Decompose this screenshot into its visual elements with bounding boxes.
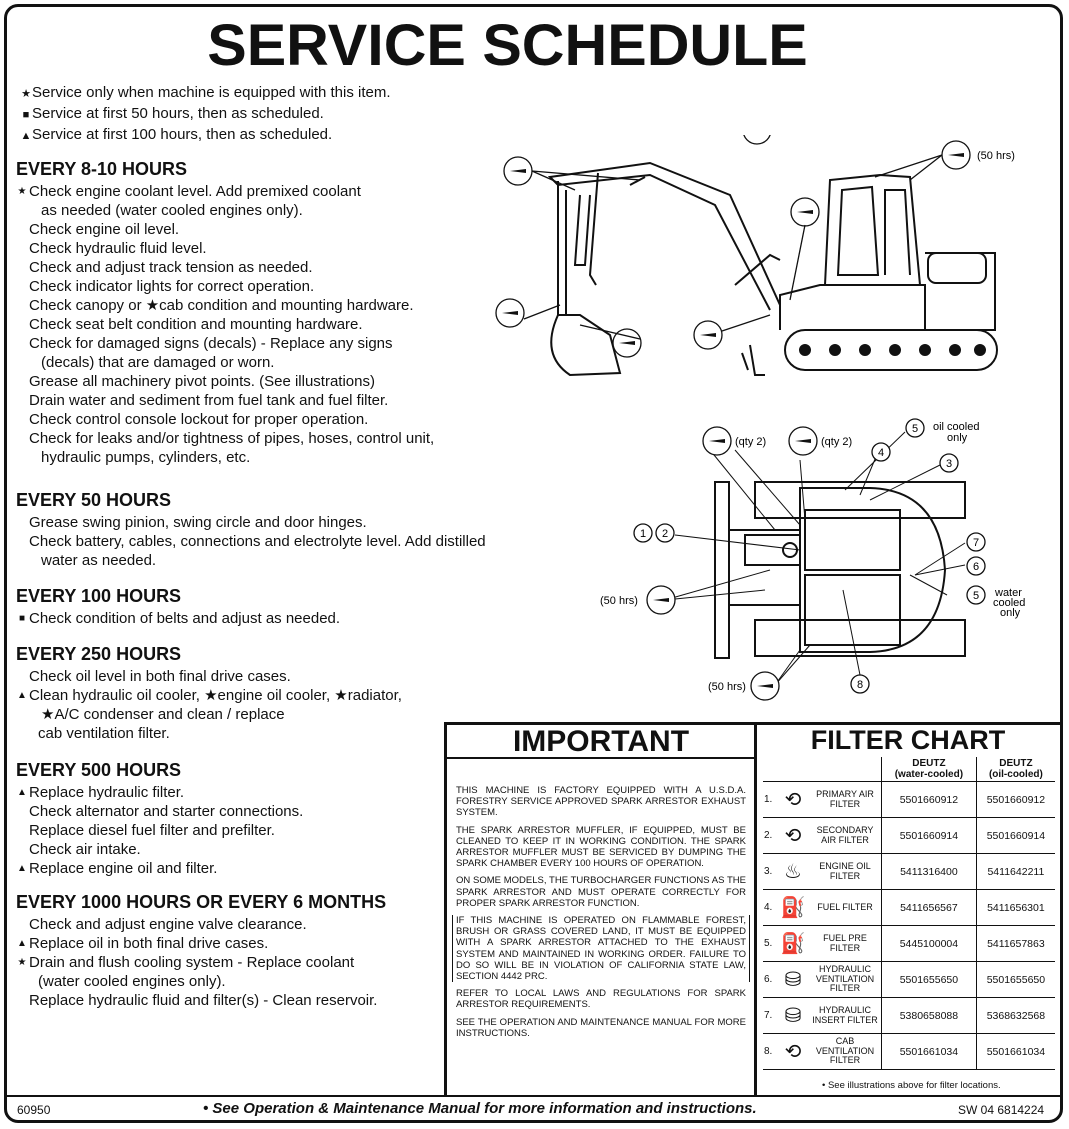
- part-number-water-cooled: 5501655650: [882, 962, 977, 998]
- schedule-item: hydraulic pumps, cylinders, etc.: [41, 449, 251, 466]
- schedule-item: Check battery, cables, connections and electrolyte level. Add distilled: [29, 533, 486, 550]
- marker-icon: ▲: [17, 863, 27, 874]
- part-number-water-cooled: 5411656567: [882, 890, 977, 926]
- schedule-item: ▲ Replace hydraulic filter.: [17, 784, 185, 801]
- filter-chart-title: FILTER CHART: [810, 725, 1006, 755]
- row-number: 2.: [763, 818, 777, 854]
- callout-number: 1: [639, 528, 647, 540]
- schedule-item: (decals) that are damaged or worn.: [41, 354, 275, 371]
- legend-item: ■ Service at first 50 hours, then as scheduled.: [22, 105, 324, 122]
- table-row: [763, 1034, 1055, 1070]
- table-row: [763, 818, 1055, 854]
- marker-icon: ★: [17, 957, 27, 968]
- table-row: [763, 890, 1055, 926]
- table-row: [763, 926, 1055, 962]
- schedule-item: Drain water and sediment from fuel tank and fuel filter.: [29, 392, 389, 409]
- schedule-item: Replace diesel fuel filter and prefilter.: [29, 822, 275, 839]
- diagram-label: oil cooled: [933, 421, 980, 433]
- important-text: THIS MACHINE IS FACTORY EQUIPPED WITH A U.S.D.A. FORESTRY SERVICE APPROVED SPARK ARRESTOR EXHAUST SYSTEM. THE SPARK ARRESTOR MUFFLER, IF EQUIPPED, MUST BE CLEANED TO KEEP IT IN WORKING CONDITION. THE SPARK ARRESTOR MUFFLER MUST BE SERVICED BY DUMPING THE SPARK CHAMBER EVERY 100 HOURS OF OPERATION. ON SOME MODELS, THE TURBOCHARGER FUNCTIONS AS THE SPARK ARRESTOR AND MUST OPERATE CORRECTLY FOR PROPER SPARK ARRESTOR FUNCTION. IF THIS MACHINE IS OPERATED ON FLAMMABLE FOREST, BRUSH OR GRASS COVERED LAND, IT MUST BE EQUIPPED WITH A SPARK ARRESTOR ATTACHED TO THE EXHAUST SYSTEM AND MAINTAINED IN WORKING ORDER. FAILURE TO DO SO WILL BE IN VIOLATION OF CALIFORNIA STATE LAW, SECTION 4442 PRC. REFER TO LOCAL LAWS AND REGULATIONS FOR SPARK ARRESTOR REQUIREMENTS. SEE THE OPERATION AND MAINTENANCE MANUAL FOR MORE INSTRUCTIONS.: [456, 785, 746, 1045]
- hydraulic-tank-icon: ⛁: [777, 962, 809, 998]
- schedule-item: Check seat belt condition and mounting hardware.: [29, 316, 363, 333]
- table-row: [763, 854, 1055, 890]
- box-divider: [754, 722, 757, 1095]
- section-heading: EVERY 8-10 HOURS: [16, 159, 188, 179]
- schedule-item: ★ Drain and flush cooling system - Replace coolant: [17, 954, 355, 971]
- section-heading: EVERY 100 HOURS: [16, 586, 182, 606]
- part-number-oil-cooled: 5368632568: [976, 998, 1055, 1034]
- hydraulic-tank-icon: ⛁: [777, 998, 809, 1034]
- diagram-label: (50 hrs): [977, 150, 1015, 162]
- row-number: 6.: [763, 962, 777, 998]
- diagram-label: water: [995, 587, 1022, 599]
- table-row: [763, 998, 1055, 1034]
- footer-notice: • See Operation & Maintenance Manual for more information and instructions.: [203, 1100, 757, 1117]
- part-number-water-cooled: 5501661034: [882, 1034, 977, 1070]
- marker-icon: ▲: [17, 938, 27, 949]
- callout-number: 3: [945, 458, 953, 470]
- callout-number: 5: [911, 423, 919, 435]
- row-number: 7.: [763, 998, 777, 1034]
- oil-can-icon: ♨: [777, 854, 809, 890]
- schedule-item: water as needed.: [41, 552, 157, 569]
- schedule-item: ■ Check condition of belts and adjust as needed.: [16, 609, 340, 628]
- section-500-hours: [16, 761, 303, 878]
- section-1000-hours: [16, 893, 386, 1010]
- callout-number: 5: [972, 590, 980, 602]
- column-header: DEUTZ (water-cooled): [882, 757, 977, 782]
- diagram-label: (qty 2): [821, 436, 853, 448]
- legend: [20, 83, 391, 146]
- schedule-item: Check hydraulic fluid level.: [29, 240, 207, 257]
- schedule-item: Check for damaged signs (decals) - Replace any signs: [29, 335, 393, 352]
- callout-number: 7: [972, 537, 980, 549]
- footer-rule: [4, 1095, 1063, 1097]
- diagram-label: (50 hrs): [600, 595, 638, 607]
- callout-number: 6: [972, 561, 980, 573]
- marker-icon: ■: [18, 613, 26, 624]
- table-row: [763, 782, 1055, 818]
- part-number-water-cooled: 5380658088: [882, 998, 977, 1034]
- section-250-hours: [16, 645, 402, 743]
- schedule-item: Check oil level in both final drive cases.: [29, 668, 291, 685]
- part-number-water-cooled: 5501660912: [882, 782, 977, 818]
- air-filter-icon: ⟲: [777, 782, 809, 818]
- part-number: 60950: [17, 1103, 51, 1117]
- part-number-oil-cooled: 5501660914: [976, 818, 1055, 854]
- filter-name: HYDRAULIC INSERT FILTER: [809, 998, 882, 1034]
- callout-number: 4: [877, 447, 885, 459]
- filter-name: FUEL PRE FILTER: [809, 926, 882, 962]
- filter-name: ENGINE OIL FILTER: [809, 854, 882, 890]
- callout-number: 8: [856, 679, 864, 691]
- schedule-item: Check and adjust track tension as needed.: [29, 259, 313, 276]
- schedule-item: Check canopy or ★cab condition and mounting hardware.: [29, 297, 414, 314]
- filter-name: HYDRAULIC VENTILATION FILTER: [809, 962, 882, 998]
- part-number-oil-cooled: 5501661034: [976, 1034, 1055, 1070]
- section-heading: EVERY 50 HOURS: [16, 490, 172, 510]
- schedule-item: ★A/C condenser and clean / replace: [41, 706, 285, 723]
- filter-name: FUEL FILTER: [809, 890, 882, 926]
- part-number-oil-cooled: 5411657863: [976, 926, 1055, 962]
- air-filter-icon: ⟲: [777, 818, 809, 854]
- filter-name: SECONDARY AIR FILTER: [809, 818, 882, 854]
- diagram-label: only: [947, 432, 968, 444]
- part-number-oil-cooled: 5501660912: [976, 782, 1055, 818]
- section-heading: EVERY 1000 HOURS OR EVERY 6 MONTHS: [16, 892, 387, 912]
- marker-icon: ★: [17, 186, 27, 197]
- diagram-label: (50 hrs): [708, 681, 746, 693]
- marker-icon: ▲: [17, 787, 27, 798]
- section-100-hours: [16, 587, 340, 628]
- part-number-water-cooled: 5445100004: [882, 926, 977, 962]
- marker-icon: ▲: [17, 690, 27, 701]
- filter-chart-note: • See illustrations above for filter locations.: [822, 1080, 1001, 1091]
- cab-vent-icon: ⟲: [777, 1034, 809, 1070]
- section-50-hours: [16, 491, 486, 570]
- schedule-item: Check for leaks and/or tightness of pipes, hoses, control unit,: [29, 430, 435, 447]
- table-row: [763, 962, 1055, 998]
- section-8-10-hours: [16, 160, 434, 467]
- fuel-pump-icon: ⛽: [777, 890, 809, 926]
- filter-name: CAB VENTILATION FILTER: [809, 1034, 882, 1070]
- box-left-border: [444, 722, 447, 1095]
- row-number: 3.: [763, 854, 777, 890]
- schedule-item: Check and adjust engine valve clearance.: [29, 916, 307, 933]
- important-title: IMPORTANT: [512, 725, 690, 758]
- filter-chart-table: [763, 757, 1055, 1070]
- schedule-item: cab ventilation filter.: [38, 725, 170, 742]
- fuel-pump-icon: ⛽: [777, 926, 809, 962]
- schedule-item: (water cooled engines only).: [38, 973, 226, 990]
- row-number: 1.: [763, 782, 777, 818]
- excavator-side-view: [480, 135, 1050, 395]
- excavator-top-view: [595, 410, 1065, 710]
- schedule-item: ▲ Replace oil in both final drive cases.: [17, 935, 269, 952]
- legend-item: ★Service only when machine is equipped with this item.: [21, 84, 391, 101]
- part-number-oil-cooled: 5411642211: [976, 854, 1055, 890]
- column-header: DEUTZ (oil-cooled): [976, 757, 1055, 782]
- schedule-item: as needed (water cooled engines only).: [41, 202, 303, 219]
- part-number-water-cooled: 5501660914: [882, 818, 977, 854]
- schedule-item: Check air intake.: [29, 841, 141, 858]
- row-number: 4.: [763, 890, 777, 926]
- part-number-oil-cooled: 5411656301: [976, 890, 1055, 926]
- schedule-item: Check engine oil level.: [29, 221, 180, 238]
- schedule-item: Check indicator lights for correct operation.: [29, 278, 315, 295]
- row-number: 5.: [763, 926, 777, 962]
- filter-name: PRIMARY AIR FILTER: [809, 782, 882, 818]
- schedule-item: Grease swing pinion, swing circle and door hinges.: [29, 514, 367, 531]
- schedule-item: ▲ Replace engine oil and filter.: [17, 860, 218, 877]
- diagram-label: only: [1000, 607, 1021, 619]
- schedule-item: ★ Check engine coolant level. Add premixed coolant: [17, 183, 361, 200]
- section-heading: EVERY 500 HOURS: [16, 760, 182, 780]
- row-number: 8.: [763, 1034, 777, 1070]
- schedule-item: Replace hydraulic fluid and filter(s) - Clean reservoir.: [29, 992, 378, 1009]
- legend-item: ▲Service at first 100 hours, then as scheduled.: [20, 126, 333, 143]
- part-number-oil-cooled: 5501655650: [976, 962, 1055, 998]
- document-code: SW 04 6814224: [958, 1103, 1045, 1117]
- schedule-item: Check alternator and starter connections.: [29, 803, 304, 820]
- section-heading: EVERY 250 HOURS: [16, 644, 182, 664]
- part-number-water-cooled: 5411316400: [882, 854, 977, 890]
- diagram-label: cooled: [993, 597, 1026, 609]
- schedule-item: Grease all machinery pivot points. (See illustrations): [29, 373, 375, 390]
- diagram-label: (qty 2): [735, 436, 767, 448]
- page-title: SERVICE SCHEDULE: [207, 13, 808, 78]
- schedule-item: Check control console lockout for proper operation.: [29, 411, 369, 428]
- callout-number: 2: [661, 528, 669, 540]
- schedule-item: ▲ Clean hydraulic oil cooler, ★engine oil cooler, ★radiator,: [17, 687, 402, 704]
